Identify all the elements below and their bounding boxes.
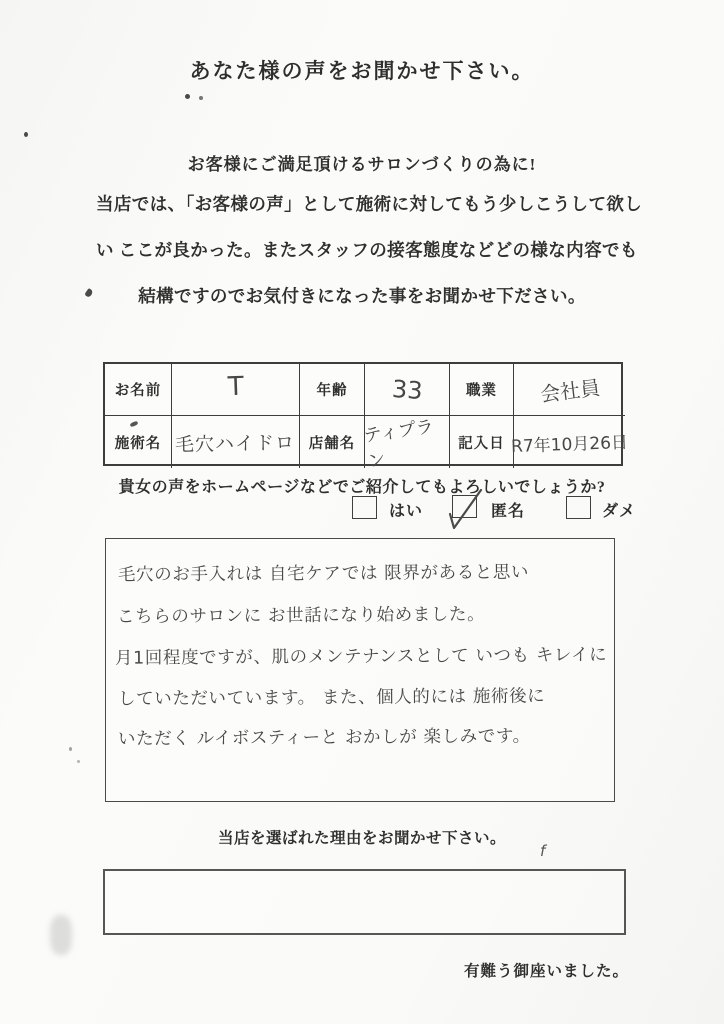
info-table: [103, 362, 629, 473]
store-label: 店舗名: [308, 435, 356, 452]
checkbox-no-label: ダメ: [602, 503, 637, 520]
intro-line-3: 結構ですのでお気付きになった事をお聞かせ下ださい。: [138, 286, 586, 306]
intro-line-2: い ここが良かった。またスタッフの接客態度などどの様な内容でも: [96, 240, 638, 260]
consent-question: 貴女の声をホームページなどでご紹介してもよろしいでしょうか?: [118, 479, 606, 496]
feedback-line-3: 月1回程度ですが、肌のメンテナンスとして いつも キレイに: [114, 645, 608, 669]
job-label-cell: [450, 364, 514, 416]
treatment-label: 施術名: [114, 435, 162, 452]
age-value-cell[interactable]: [365, 364, 450, 416]
anonymous-check-mark: [443, 486, 489, 530]
intro-line-1: 当店では、「お客様の声」として施術に対してもう少しこうして欲し: [96, 194, 643, 214]
age-value: 33: [390, 374, 424, 405]
scan-speck: [185, 94, 190, 99]
date-label: 記入日: [458, 435, 505, 452]
feedback-line-5: いただく ルイボスティーと おかしが 楽しみです。: [117, 726, 531, 750]
store-value-cell[interactable]: [362, 416, 450, 473]
thank-you-text: 有難う御座いました。: [464, 963, 630, 980]
name-label: お名前: [114, 383, 162, 399]
treatment-value: 毛穴ハイドロ: [175, 431, 296, 456]
checkbox-no[interactable]: [566, 496, 591, 519]
store-label-cell: [300, 416, 365, 468]
job-value: 会社員: [538, 375, 601, 407]
job-label: 職業: [466, 383, 497, 399]
feedback-line-2: こちらのサロンに お世話になり始めました。: [116, 604, 486, 628]
checkbox-yes-label: はい: [389, 503, 424, 520]
treatment-label-cell: [105, 416, 172, 468]
feedback-line-4: していただいています。 また、個人的には 施術後に: [117, 686, 546, 710]
name-value: T: [226, 371, 244, 402]
date-value-cell[interactable]: [510, 416, 629, 468]
reason-question: 当店を選ばれた理由をお聞かせ下さい。: [217, 830, 506, 847]
checkbox-anonymous-label: 匿名: [491, 503, 526, 520]
job-value-cell[interactable]: [514, 364, 625, 416]
stray-pen-mark: f: [540, 842, 546, 860]
feedback-line-1: 毛穴のお手入れは 自宅ケアでは 限界があると思い: [117, 562, 530, 586]
page-title: あなた様の声をお聞かせ下さい。: [189, 59, 535, 83]
date-value: R7年10月26日: [510, 432, 629, 457]
store-value: ティプラン: [362, 416, 436, 473]
scan-speck: [24, 132, 28, 137]
scan-smudge: [50, 915, 72, 955]
form-subtitle: お客様にご満足頂けるサロンづくりの為に!: [187, 155, 537, 174]
treatment-value-cell[interactable]: [172, 416, 300, 468]
reason-answer-box[interactable]: [103, 869, 626, 935]
age-label-cell: [300, 364, 365, 416]
scan-speck: [199, 96, 203, 100]
name-value-cell[interactable]: [172, 364, 300, 416]
age-label: 年齢: [316, 383, 348, 399]
scan-speck: [69, 747, 72, 751]
checkbox-yes[interactable]: [352, 496, 377, 519]
date-label-cell: [450, 416, 514, 468]
scan-speck: [77, 760, 80, 763]
name-label-cell: [105, 364, 172, 416]
